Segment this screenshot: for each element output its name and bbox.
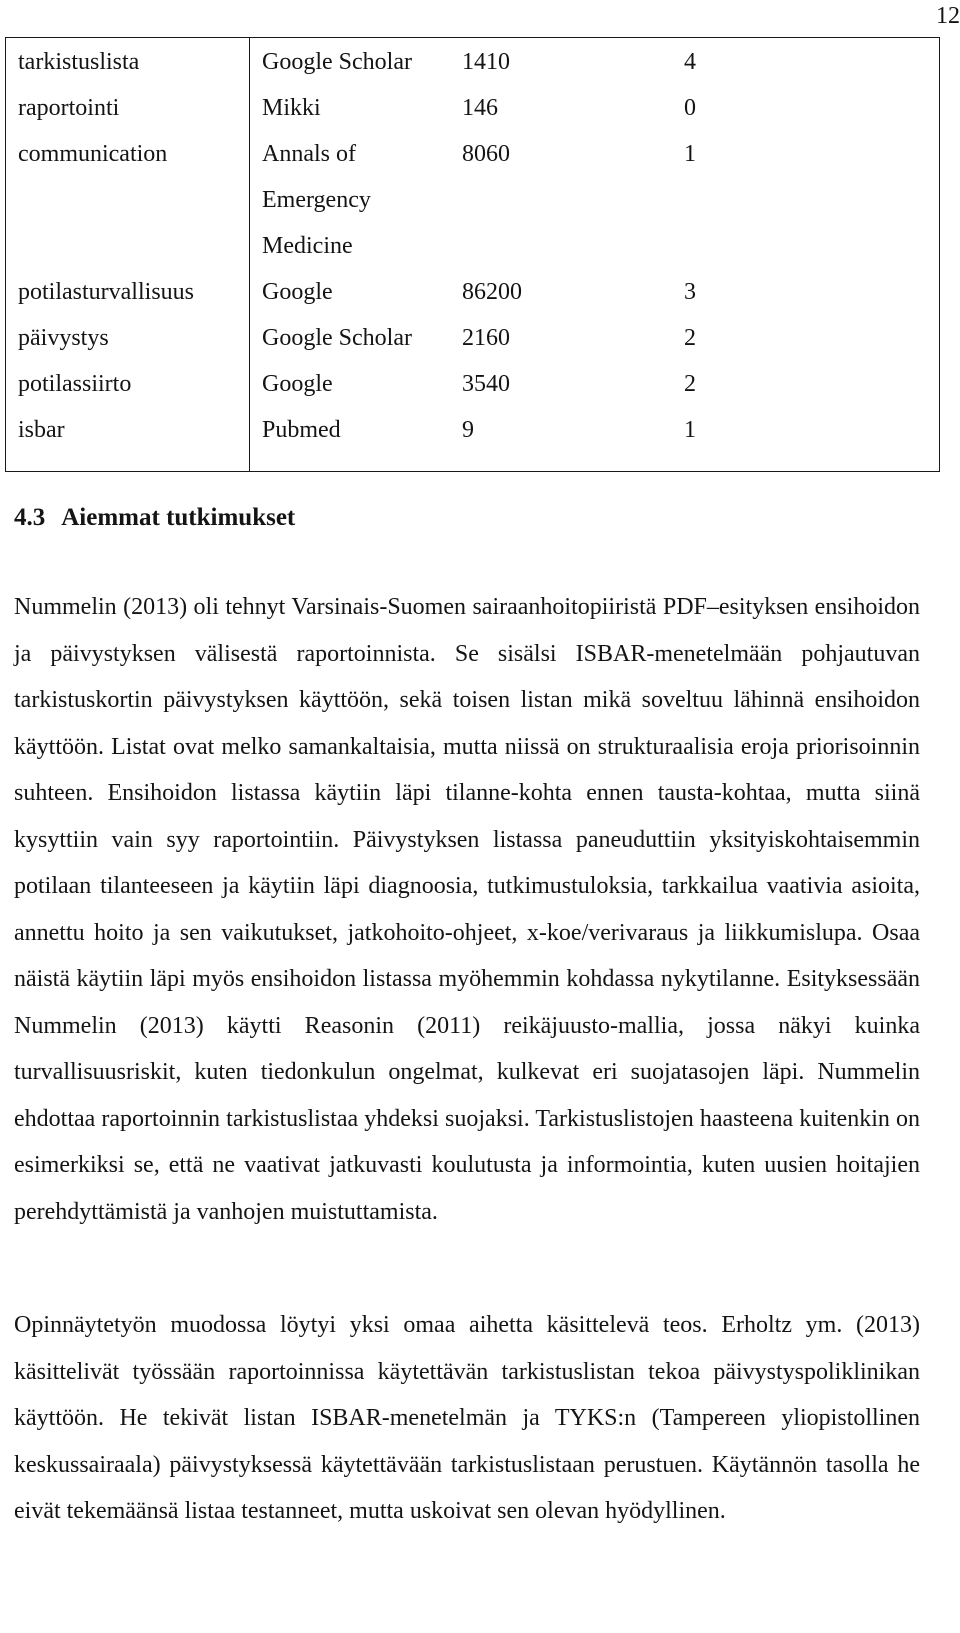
- database-line: Pubmed: [262, 417, 341, 443]
- selected-count-cell: 4: [684, 49, 696, 75]
- section-heading: [14, 502, 295, 534]
- database-line: Google: [262, 371, 333, 397]
- selected-count-cell: 2: [684, 325, 696, 351]
- section-title: Aiemmat tutkimukset: [61, 504, 296, 531]
- table-row: [6, 131, 940, 269]
- table-row: [6, 315, 940, 361]
- search-term-cell: raportointi: [6, 85, 250, 131]
- database-line: Mikki: [262, 95, 321, 121]
- database-line: Google Scholar: [262, 49, 412, 75]
- database-line: Annals of: [262, 141, 356, 167]
- search-term-cell: communication: [6, 131, 250, 269]
- table-row: [6, 361, 940, 407]
- selected-count-cell: 1: [684, 417, 696, 443]
- search-term-cell: potilassiirto: [6, 361, 250, 407]
- results-count-cell: 146: [462, 95, 498, 121]
- database-cell: [250, 38, 451, 86]
- search-term-cell: päivystys: [6, 315, 250, 361]
- section-number: 4.3: [14, 504, 46, 531]
- search-term-cell: isbar: [6, 407, 250, 472]
- table-row: [6, 85, 940, 131]
- database-cell: [250, 269, 451, 315]
- paragraph-previous-studies: Nummelin (2013) oli tehnyt Varsinais-Suomen sairaanhoitopiiristä PDF–esityksen ensihoidon ja päivystyksen välisestä raportoinnista. Se sisälsi ISBAR-menetelmään pohjautuvan tarkistuskortin päivystyksen käyttöön, sekä toisen listan mikä soveltuu lähinnä ensihoidon käyttöön. Listat ovat melko samankaltaisia, mutta niissä on strukturaalisia eroja priorisoinnin suhteen. Ensihoidon listassa käytiin läpi tilanne-kohta ennen tausta-kohtaa, mutta siinä kysyttiin vain syy raportointiin. Päivystyksen listassa paneuduttiin yksityiskohtaisemmin potilaan tilanteeseen ja käytiin läpi diagnoosia, tutkimustuloksia, tarkkailua vaativia asioita, annettu hoito ja sen vaikutukset, jatkohoito-ohjeet, x-koe/verivaraus ja liikkumislupa. Osaa näistä käytiin läpi myös ensihoidon listassa myöhemmin kohdassa nykytilanne. Esityksessään Nummelin (2013) käytti Reasonin (2011) reikäjuusto-mallia, jossa näkyi kuinka turvallisuusriskit, kuten tiedonkulun ongelmat, kulkevat eri suojatasojen läpi. Nummelin ehdottaa raportoinnin tarkistuslistaa yhdeksi suojaksi. Tarkistuslistojen haasteena kuitenkin on esimerkiksi se, että ne vaativat jatkuvasti koulutusta ja informointia, kuten uusien hoitajien perehdyttämistä ja vanhojen muistuttamista.: [14, 594, 920, 1225]
- selected-count-cell: 3: [684, 279, 696, 305]
- results-count-cell: 9: [462, 417, 474, 443]
- table-row: [6, 38, 940, 86]
- search-results-table: [5, 37, 940, 472]
- paragraph-thesis-review: Opinnäytetyön muodossa löytyi yksi omaa aihetta käsittelevä teos. Erholtz ym. (2013) käsittelivät työssään raportoinnissa käytettävän tarkistuslistan tekoa päivystyspoliklinikan käyttöön. He tekivät listan ISBAR-menetelmän ja TYKS:n (Tampereen yliopistollinen keskussairaala) päivystyksessä käytettävään tarkistuslistaan perustuen. Käytännön tasolla he eivät tekemäänsä listaa testanneet, mutta uskoivat sen olevan hyödyllinen.: [14, 1312, 920, 1524]
- database-cell: [250, 131, 451, 269]
- search-term-cell: tarkistuslista: [6, 38, 250, 86]
- table-row: [6, 407, 940, 472]
- selected-count-cell: 1: [684, 141, 696, 167]
- database-cell: [250, 361, 451, 407]
- database-line: Emergency: [262, 187, 371, 213]
- page-number: 12: [936, 3, 960, 29]
- results-count-cell: 1410: [462, 49, 510, 75]
- database-line: Google Scholar: [262, 325, 412, 351]
- search-term-cell: potilasturvallisuus: [6, 269, 250, 315]
- selected-count-cell: 2: [684, 371, 696, 397]
- results-count-cell: 86200: [462, 279, 522, 305]
- database-cell: [250, 85, 451, 131]
- selected-count-cell: 0: [684, 95, 696, 121]
- results-count-cell: 8060: [462, 141, 510, 167]
- table-row: [6, 269, 940, 315]
- database-line: Google: [262, 279, 333, 305]
- database-line: Medicine: [262, 233, 353, 259]
- database-cell: [250, 407, 451, 472]
- results-count-cell: 2160: [462, 325, 510, 351]
- database-cell: [250, 315, 451, 361]
- results-count-cell: 3540: [462, 371, 510, 397]
